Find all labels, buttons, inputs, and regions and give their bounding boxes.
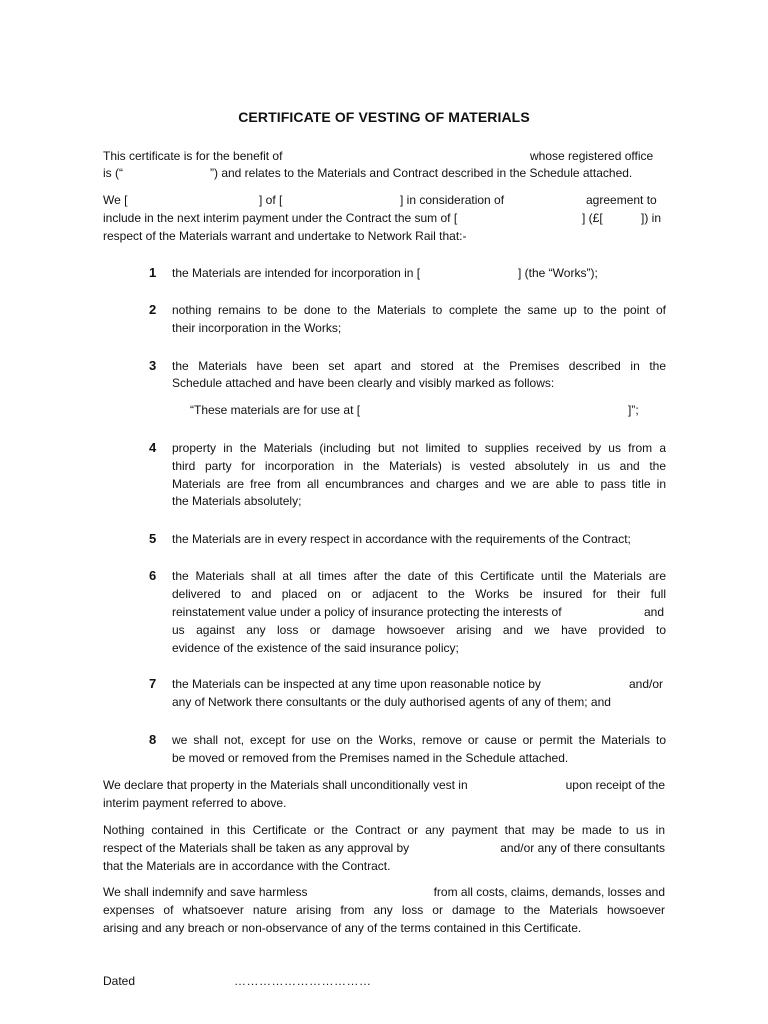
item-number: 1 (149, 265, 157, 280)
item-6-line-5: evidence of the existence of the said insurance policy; (172, 641, 459, 655)
item-7-line-1: the Materials can be inspected at any time upon reasonable notice by and/or (172, 677, 664, 691)
declaration-line-1: We declare that property in the Materials shall unconditionally vest in upon receipt of the (103, 778, 665, 792)
document-title: CERTIFICATE OF VESTING OF MATERIALS (238, 109, 530, 125)
undertaking-line-2: include in the next interim payment under the Contract the sum of [ ] (£[ ]) in (103, 211, 662, 225)
approval-line-2: respect of the Materials shall be taken as any approval by and/or any of there consultants (103, 841, 665, 855)
declaration-line-2: interim payment referred to above. (103, 796, 287, 810)
item-number: 4 (149, 440, 157, 455)
item-6-line-2: delivered to and placed on or adjacent to the Works be insured for their full (172, 587, 666, 601)
item-1-line-1: the Materials are intended for incorporation in [ ] (the “Works”); (172, 266, 598, 280)
item-4-line-2: third party for incorporation in the Materials) is vested absolutely in us and the (172, 459, 666, 473)
item-8-line-2: be moved or removed from the Premises named in the Schedule attached. (172, 751, 569, 765)
item-number: 2 (149, 302, 157, 317)
item-number: 5 (149, 531, 157, 546)
item-4-line-3: Materials are free from all encumbrances and charges and we are able to pass title in (172, 477, 666, 491)
item-number: 8 (149, 732, 157, 747)
item-3-line-2: Schedule attached and have been clearly and visibly marked as follows: (172, 376, 555, 390)
approval-line-1: Nothing contained in this Certificate or the Contract or any payment that may be made to us in (103, 823, 665, 837)
item-number: 7 (149, 676, 157, 691)
dated-line (103, 972, 665, 990)
indemnity-line-3: arising and any breach or non-observance of any of the terms contained in this Certificate. (103, 921, 582, 935)
item-number: 3 (149, 358, 157, 373)
item-4-line-1: property in the Materials (including but not limited to supplies received by us from a (172, 441, 666, 455)
item-6-line-3: reinstatement value under a policy of insurance protecting the interests of and (172, 605, 665, 619)
dated-label: Dated (103, 974, 136, 988)
item-7-line-2: any of Network there consultants or the duly authorised agents of any of them; and (172, 695, 611, 709)
item-3-quote: “These materials are for use at [ ]”; (190, 403, 639, 417)
undertaking-line-3: respect of the Materials warrant and undertake to Network Rail that:- (103, 229, 467, 243)
item-3-line-1: the Materials have been set apart and stored at the Premises described in the (172, 359, 666, 373)
intro-line-2: is (“ ”) and relates to the Materials and Contract described in the Schedule attached. (103, 166, 633, 180)
indemnity-line-2: expenses of whatsoever nature arising from any loss or damage to the Materials howsoever (103, 903, 665, 917)
item-6-line-1: the Materials shall at all times after the date of this Certificate until the Materials are (172, 569, 666, 583)
indemnity-line-1: We shall indemnify and save harmless from all costs, claims, demands, losses and (103, 885, 665, 899)
dated-field: …………………………… (234, 974, 372, 988)
item-5-line-1: the Materials are in every respect in accordance with the requirements of the Contract; (172, 532, 631, 546)
item-6-line-4: us against any loss or damage howsoever arising and we have provided to (172, 623, 666, 637)
item-8-line-1: we shall not, except for use on the Works, remove or cause or permit the Materials to (172, 733, 666, 747)
intro-line-1: This certificate is for the benefit of whose registered office (103, 149, 654, 163)
item-number: 6 (149, 568, 157, 583)
item-2-line-1: nothing remains to be done to the Materials to complete the same up to the point of (172, 303, 666, 317)
approval-line-3: that the Materials are in accordance with the Contract. (103, 859, 391, 873)
undertaking-line-1: We [ ] of [ ] in consideration of agreement to (103, 193, 657, 207)
item-2-line-2: their incorporation in the Works; (172, 321, 342, 335)
item-4-line-4: the Materials absolutely; (172, 494, 302, 508)
